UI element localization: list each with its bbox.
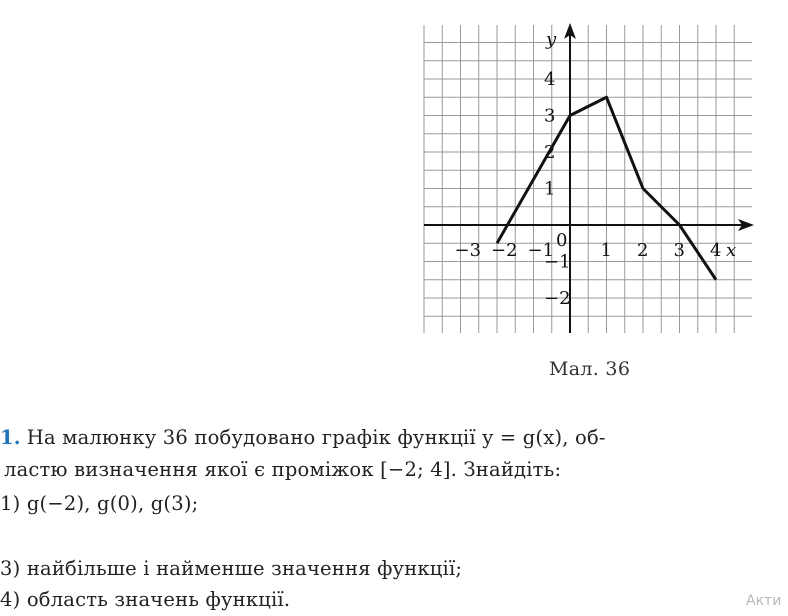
- x-tick-label: −1: [527, 240, 555, 261]
- y-tick-label: 4: [544, 69, 556, 90]
- problem-line-2: ластю визначення якої є проміжок [−2; 4]. Знайдіть:: [4, 458, 562, 481]
- y-tick-label: 1: [544, 178, 556, 200]
- problem-text-1: На малюнку 36 побудовано графік функції y = g(x), об-: [26, 426, 606, 449]
- task-item-4: 4) область значень функції.: [0, 588, 291, 611]
- y-tick-label: 2: [544, 142, 556, 163]
- y-axis-label: y: [546, 29, 557, 50]
- task-item-1: 1) g(−2), g(0), g(3);: [0, 492, 199, 515]
- y-tick-label: −1: [544, 251, 571, 273]
- x-tick-label: 3: [673, 240, 685, 261]
- watermark-text: Акти: [746, 593, 782, 609]
- axes: [424, 23, 754, 333]
- grid-lines: [424, 25, 752, 333]
- y-tick-label: 3: [544, 105, 556, 127]
- x-tick-label: 0: [556, 230, 568, 251]
- x-tick-label: −2: [491, 240, 518, 261]
- x-axis-label: x: [726, 240, 737, 261]
- task-item-3: 3) найбільше і найменше значення функції;: [0, 557, 463, 580]
- x-tick-label: −3: [454, 240, 482, 261]
- problem-line-1: [0, 426, 606, 449]
- x-tick-label: 4: [710, 240, 722, 261]
- x-tick-label: 1: [600, 240, 612, 261]
- y-tick-label: −2: [544, 288, 571, 309]
- figure-caption: Мал. 36: [549, 358, 631, 380]
- x-tick-label: 2: [637, 240, 649, 261]
- problem-number: 1.: [0, 426, 21, 449]
